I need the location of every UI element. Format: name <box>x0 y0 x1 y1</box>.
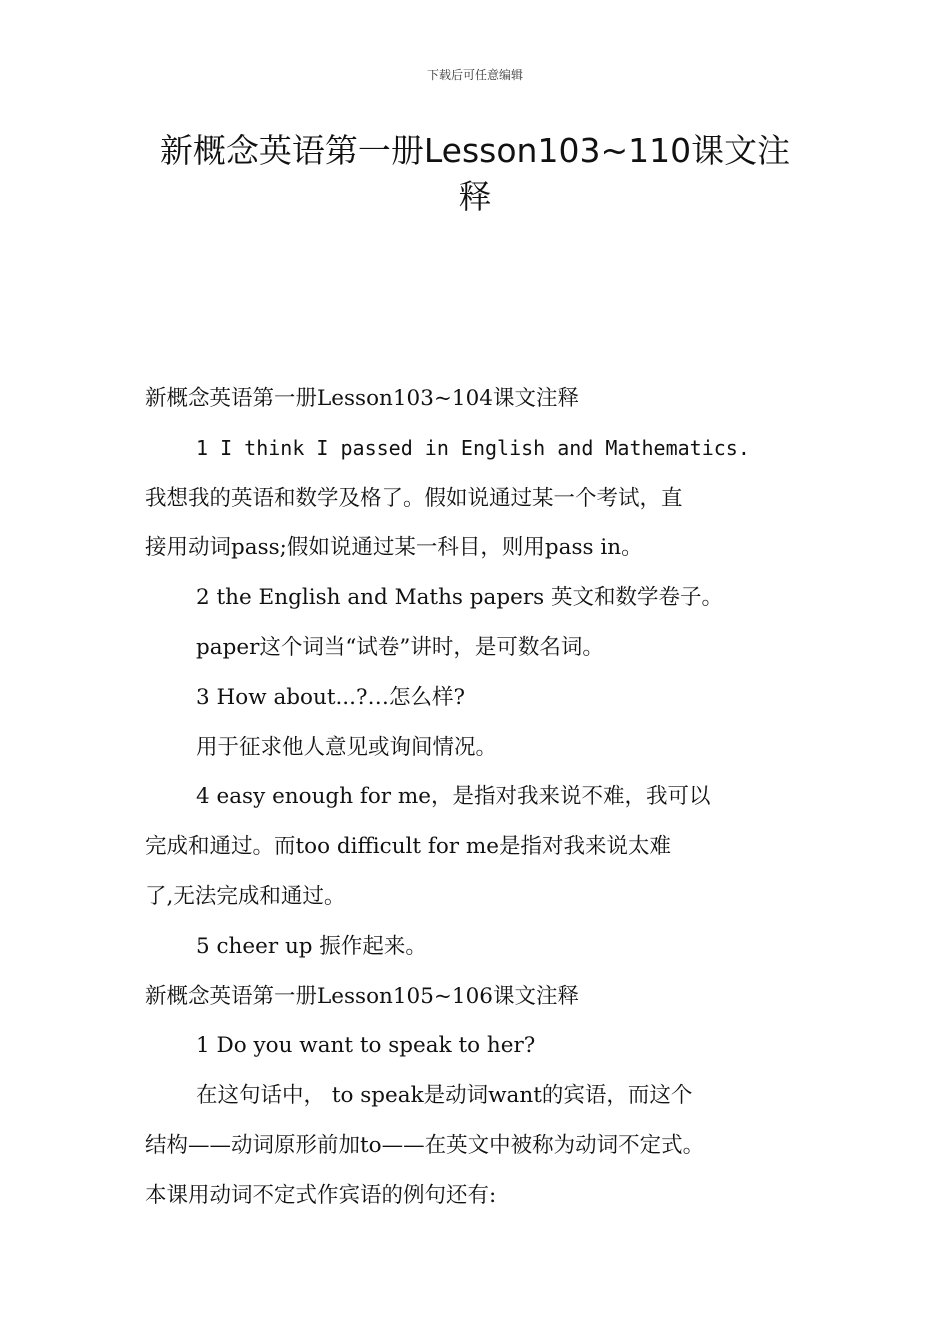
note-line: 5 cheer up 振作起来。 <box>196 933 427 959</box>
note-line: 1 I think I passed in English and Mathematics. <box>196 435 750 460</box>
title-line-2: 释 <box>458 177 492 216</box>
note-line: 3 How about...?…怎么样? <box>196 684 466 710</box>
note-line: 接用动词pass;假如说通过某一科目，则用pass in。 <box>145 535 643 561</box>
section-heading-105-106: 新概念英语第一册Lesson105~106课文注释 <box>145 983 579 1009</box>
note-line: 了,无法完成和通过。 <box>145 883 346 909</box>
document-body <box>145 374 810 1221</box>
document-title <box>150 128 800 220</box>
title-line-1: 新概念英语第一册Lesson103~110课文注 <box>159 131 791 170</box>
note-line: 用于征求他人意见或询间情况。 <box>196 734 498 760</box>
note-line: 完成和通过。而too difficult for me是指对我来说太难 <box>145 834 672 860</box>
note-line: 2 the English and Maths papers 英文和数学卷子。 <box>196 585 723 611</box>
section-heading-103-104: 新概念英语第一册Lesson103~104课文注释 <box>145 386 579 411</box>
note-line: 在这句话中， to speak是动词want的宾语，而这个 <box>196 1083 693 1109</box>
note-line: 结构——动词原形前加to——在英文中被称为动词不定式。 <box>145 1132 705 1158</box>
note-line: paper这个词当“试卷”讲时，是可数名词。 <box>196 634 604 660</box>
note-line: 4 easy enough for me，是指对我来说不难，我可以 <box>196 784 711 810</box>
page-header-note: 下载后可任意编辑 <box>426 68 523 82</box>
note-line: 1 Do you want to speak to her? <box>196 1033 536 1059</box>
note-line: 本课用动词不定式作宾语的例句还有: <box>145 1182 497 1208</box>
note-line: 我想我的英语和数学及格了。假如说通过某一个考试，直 <box>145 485 683 511</box>
